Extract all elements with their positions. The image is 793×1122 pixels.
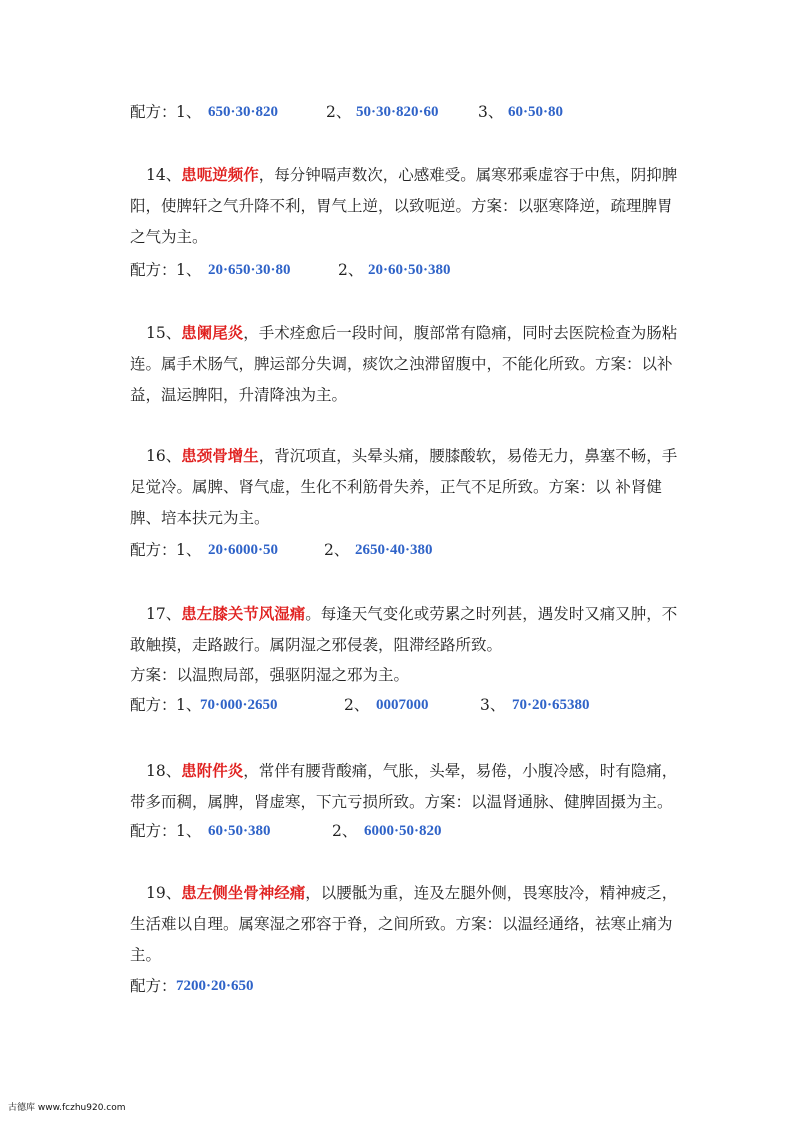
formula-number: 3、 (480, 696, 506, 714)
formula-code: 7200·20·650 (176, 978, 254, 994)
footer-watermark (8, 1100, 126, 1113)
formula-number: 2、 (344, 696, 370, 714)
case-paragraph-19 (130, 877, 678, 971)
formula-code: 70·20·65380 (512, 697, 590, 713)
case-number: 17、 (146, 605, 182, 623)
formula-code: 0007000 (376, 697, 429, 713)
formula-number: 1、 (176, 822, 202, 840)
case-paragraph-15 (130, 317, 678, 411)
formula-number: 2、 (326, 103, 352, 121)
formula-number: 1、 (176, 541, 202, 559)
formula-code: 20·650·30·80 (208, 262, 291, 278)
formula-number: 2、 (338, 261, 364, 279)
case-number: 18、 (146, 762, 182, 780)
case-text-line: ，每分钟嗝声数次，心感难受。属寒邪乘虚容于中焦，阴抑脾 (258, 166, 678, 184)
case-text-line: 脾、培本扶元为主。 (130, 509, 270, 527)
case-text-line: 连。属手术肠气，脾运部分失调，痰饮之浊滞留腹中，不能化所致。方案：以补 (130, 355, 673, 373)
case-title: 患左侧坐骨神经痛 (181, 883, 306, 902)
case-title: 患左膝关节风湿痛 (181, 604, 306, 623)
formula-label: 配方： (130, 696, 177, 714)
formula-code: 70·000·2650 (200, 697, 278, 713)
case-text-line: 之气为主。 (130, 228, 208, 246)
case-paragraph-14 (130, 159, 678, 253)
formula-number: 2、 (324, 541, 350, 559)
formula-code: 20·60·50·380 (368, 262, 451, 278)
footer-url[interactable]: www.fczhu920.com (37, 1103, 126, 1113)
case-text-line: 带多而稠，属脾，肾虚寒，下亢亏损所致。方案：以温肾通脉、健脾固摄为主。 (130, 793, 673, 811)
formula-number: 2、 (332, 822, 358, 840)
case-title: 患阑尾炎 (181, 323, 244, 342)
case-text-line: 足觉冷。属脾、肾气虚，生化不利筋骨失养，正气不足所致。方案：以 补肾健 (130, 478, 662, 496)
formula-label: 配方： (130, 261, 177, 279)
formula-label: 配方： (130, 103, 177, 121)
case-number: 19、 (146, 884, 182, 902)
case-text-line: 主。 (130, 946, 162, 964)
formula-label: 配方： (130, 822, 177, 840)
formula-code: 650·30·820 (208, 104, 279, 120)
formula-code: 50·30·820·60 (356, 104, 439, 120)
formula-code: 60·50·80 (508, 104, 564, 120)
case-number: 16、 (146, 447, 182, 465)
case-paragraph-18 (130, 755, 678, 818)
case-text-line: 。每逢天气变化或劳累之时列甚，遇发时又痛又肿，不 (305, 605, 678, 623)
case-paragraph-16 (130, 440, 678, 534)
formula-code: 60·50·380 (208, 823, 271, 839)
formula-label: 配方： (130, 541, 177, 559)
case-text-line: ，以腰骶为重，连及左腿外侧，畏寒肢冷，精神疲乏， (305, 884, 678, 902)
case-text-line: 生活难以自理。属寒湿之邪容于脊，之间所致。方案：以温经通络，祛寒止痛为 (130, 915, 673, 933)
case-paragraph-17 (130, 598, 678, 661)
formula-code: 2650·40·380 (355, 542, 433, 558)
case-title: 患附件炎 (181, 761, 244, 780)
formula-code: 6000·50·820 (364, 823, 442, 839)
footer-brand: 古德库 (8, 1103, 36, 1113)
case-text-line: ，手术痊愈后一段时间，腹部常有隐痛，同时去医院检查为肠粘 (243, 324, 678, 342)
formula-number: 1、 (176, 696, 202, 714)
case-text-line: ，常伴有腰背酸痛，气胀，头晕，易倦，小腹冷感，时有隐痛， (243, 762, 678, 780)
case-number: 15、 (146, 324, 182, 342)
formula-code: 20·6000·50 (208, 542, 279, 558)
formula-number: 1、 (176, 103, 202, 121)
case-title: 患颈骨增生 (181, 446, 259, 465)
plan-line: 方案：以温煦局部，强驱阴湿之邪为主。 (130, 666, 410, 684)
case-text-line: 益，温运脾阳，升清降浊为主。 (130, 386, 348, 404)
case-number: 14、 (146, 166, 182, 184)
case-text-line: ，背沉项直，头晕头痛，腰膝酸软，易倦无力，鼻塞不畅，手 (258, 447, 678, 465)
formula-number: 1、 (176, 261, 202, 279)
case-text-line: 敢触摸，走路跛行。属阴湿之邪侵袭，阻滞经路所致。 (130, 636, 503, 654)
case-text-line: 阳，使脾轩之气升降不利，胃气上逆，以致呃逆。方案：以驱寒降逆，疏理脾胃 (130, 197, 673, 215)
formula-number: 3、 (478, 103, 504, 121)
case-title: 患呃逆频作 (181, 165, 259, 184)
formula-label: 配方： (130, 977, 177, 995)
